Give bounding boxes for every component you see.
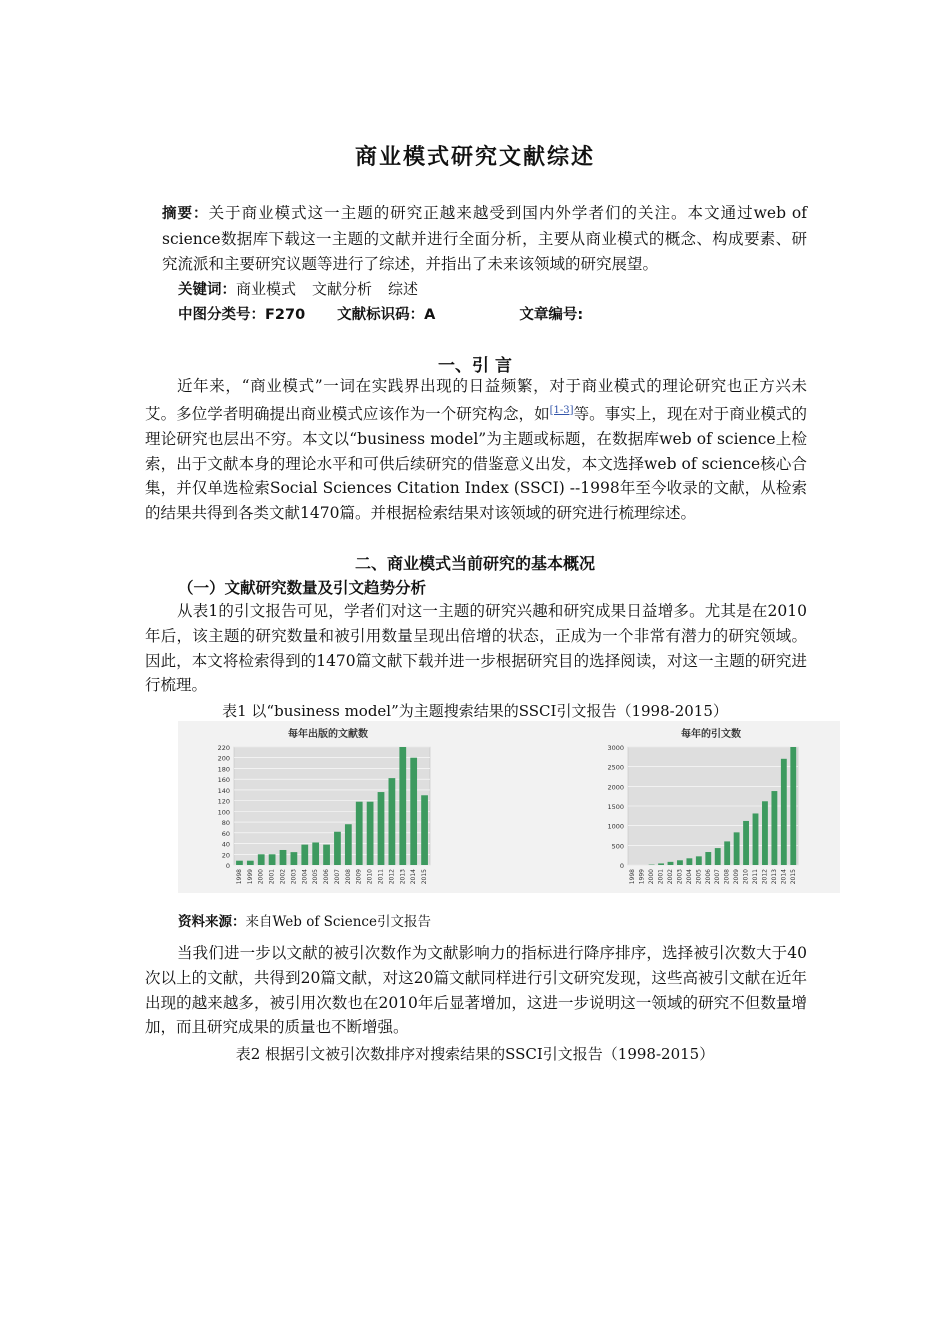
y-tick-label: 60 bbox=[221, 829, 230, 838]
bar-2001 bbox=[269, 854, 276, 865]
classification-line bbox=[178, 303, 599, 324]
x-tick-label: 2004 bbox=[301, 869, 309, 885]
y-tick-label: 1000 bbox=[607, 822, 624, 831]
y-tick-label: 40 bbox=[221, 840, 230, 849]
x-tick-label: 2006 bbox=[323, 869, 331, 885]
x-tick-label: 2014 bbox=[410, 869, 418, 885]
x-tick-label: 2015 bbox=[789, 869, 797, 885]
y-tick-label: 500 bbox=[611, 842, 624, 851]
table1-caption: 表1 以“business model”为主题搜索结果的SSCI引文报告（1998-2015） bbox=[222, 702, 728, 720]
x-tick-label: 2000 bbox=[648, 869, 656, 885]
source-note bbox=[178, 910, 431, 930]
bar-2006 bbox=[323, 845, 330, 865]
chart-title: 每年出版的文献数 bbox=[288, 729, 368, 740]
bar-2004 bbox=[686, 858, 692, 865]
x-tick-label: 2013 bbox=[399, 869, 407, 885]
x-tick-label: 2000 bbox=[257, 869, 265, 885]
y-tick-label: 180 bbox=[217, 765, 230, 774]
x-tick-label: 2002 bbox=[667, 869, 674, 885]
bar-1999 bbox=[247, 861, 254, 865]
x-tick-label: 2015 bbox=[421, 869, 429, 885]
x-tick-label: 2009 bbox=[355, 869, 363, 885]
bar-2011 bbox=[753, 813, 759, 865]
bar-2002 bbox=[280, 850, 287, 865]
bar-2003 bbox=[291, 852, 298, 865]
keyword-3: 综述 bbox=[388, 280, 419, 298]
x-tick-label: 2010 bbox=[366, 869, 374, 885]
bar-2006 bbox=[705, 852, 711, 865]
paper-title: 商业模式研究文献综述 bbox=[354, 145, 595, 170]
bar-2007 bbox=[715, 848, 721, 865]
x-tick-label: 1999 bbox=[246, 869, 254, 885]
section2-paragraph-1: 从表1的引文报告可见，学者们对这一主题的研究兴趣和研究成果日益增多。尤其是在2010年后，该主题的研究数量和被引用数量呈现出倍增的状态，正成为一个非常有潜力的研究领域。因此，本文将检索得到的1470篇文献下载并进一步根据研究目的选择阅读，对这一主题的研究进行梳理。 bbox=[145, 602, 807, 695]
citation-link[interactable]: [1-3] bbox=[549, 404, 574, 416]
y-tick-label: 200 bbox=[217, 754, 230, 763]
bar-2007 bbox=[334, 832, 341, 865]
doc-code-value: A bbox=[424, 307, 436, 323]
section1-text-a: 近年来，“商业模式”一词在实践界出现的日益频繁，对于商业模式的理论研究也正方兴未艾。多位学者明确提出商业模式应该作为一个研究构念，如 bbox=[145, 377, 807, 423]
bar-2002 bbox=[668, 862, 674, 865]
y-tick-label: 100 bbox=[217, 808, 230, 817]
x-tick-label: 2012 bbox=[761, 869, 769, 885]
y-tick-label: 20 bbox=[221, 851, 230, 860]
bar-2012 bbox=[762, 801, 768, 865]
section1-paragraph bbox=[145, 374, 807, 526]
bar-2013 bbox=[399, 747, 406, 865]
citation-report-figure bbox=[178, 721, 840, 893]
bar-2010 bbox=[743, 821, 749, 865]
table2-caption: 表2 根据引文被引次数排序对搜索结果的SSCI引文报告（1998-2015） bbox=[235, 1045, 715, 1063]
bar-2005 bbox=[696, 856, 702, 865]
y-tick-label: 3000 bbox=[607, 744, 624, 752]
x-tick-label: 2011 bbox=[752, 869, 759, 885]
y-tick-label: 2500 bbox=[607, 763, 624, 772]
bar-2003 bbox=[677, 860, 683, 865]
bar-2014 bbox=[410, 758, 417, 865]
x-tick-label: 2005 bbox=[695, 869, 703, 885]
source-text: 来自Web of Science引文报告 bbox=[245, 914, 431, 930]
bar-2013 bbox=[771, 791, 777, 865]
y-tick-label: 160 bbox=[217, 776, 230, 785]
abstract-text: 关于商业模式这一主题的研究正越来越受到国内外学者们的关注。本文通过web of science数据库下载这一主题的文献并进行全面分析，主要从商业模式的概念、构成要素、研究流派和主要研究议题等进行了综述，并指出了未来该领域的研究展望。 bbox=[162, 204, 807, 273]
bar-2005 bbox=[312, 842, 319, 865]
x-tick-label: 2014 bbox=[780, 869, 788, 885]
x-tick-label: 2001 bbox=[657, 869, 665, 885]
y-tick-label: 120 bbox=[217, 797, 230, 806]
x-tick-label: 2005 bbox=[312, 869, 320, 885]
bar-2004 bbox=[301, 845, 308, 865]
source-label: 资料来源： bbox=[178, 914, 246, 930]
bar-2008 bbox=[345, 824, 352, 865]
citations-per-year-chart bbox=[596, 725, 806, 891]
bar-2010 bbox=[367, 802, 374, 865]
x-tick-label: 1998 bbox=[235, 869, 243, 885]
x-tick-label: 1999 bbox=[638, 869, 646, 885]
keyword-1: 商业模式 bbox=[236, 280, 297, 298]
article-no-label: 文章编号: bbox=[519, 307, 584, 323]
bar-2015 bbox=[421, 795, 428, 865]
y-tick-label: 2000 bbox=[607, 783, 624, 792]
subsection-heading: （一）文献研究数量及引文趋势分析 bbox=[178, 579, 427, 597]
publications-per-year-chart bbox=[198, 725, 438, 891]
y-tick-label: 0 bbox=[225, 862, 230, 870]
y-tick-label: 0 bbox=[619, 862, 624, 870]
bar-2012 bbox=[389, 778, 396, 865]
x-tick-label: 2002 bbox=[279, 869, 287, 885]
x-tick-label: 2010 bbox=[742, 869, 750, 885]
section2-heading: 二、商业模式当前研究的基本概况 bbox=[354, 554, 595, 573]
abstract-label: 摘要： bbox=[162, 206, 209, 222]
bar-2009 bbox=[734, 832, 740, 865]
y-tick-label: 80 bbox=[221, 819, 230, 828]
bar-2008 bbox=[724, 841, 730, 865]
bar-1998 bbox=[236, 861, 243, 865]
doc-code-label: 文献标识码： bbox=[337, 307, 425, 323]
section2-paragraph-2: 当我们进一步以文献的被引次数作为文献影响力的指标进行降序排序，选择被引次数大于40次以上的文献，共得到20篇文献，对这20篇文献同样进行引文研究发现，这些高被引文献在近年出现的越来越多，被引用次数也在2010年后显著增加，这进一步说明这一领域的研究不但数量增加，而且研究成果的质量也不断增强。 bbox=[145, 944, 807, 1037]
x-tick-label: 1998 bbox=[629, 869, 637, 885]
bar-2015 bbox=[790, 747, 796, 865]
bar-2014 bbox=[781, 759, 787, 865]
bar-2009 bbox=[356, 802, 363, 865]
clc-label: 中图分类号：F270 bbox=[178, 307, 306, 323]
keywords-line bbox=[178, 278, 434, 299]
x-tick-label: 2012 bbox=[388, 869, 396, 885]
y-tick-label: 1500 bbox=[607, 803, 624, 811]
x-tick-label: 2007 bbox=[333, 869, 341, 885]
x-tick-label: 2001 bbox=[268, 869, 276, 885]
section1-text-b: 等。事实上，现在对于商业模式的理论研究也层出不穷。本文以“business model”为主题或标题，在数据库web of science上检索，出于文献本身的理论水平和可供后续研究的借鉴意义出发，本文选择web of science核心合集，并仅单选检索Social Sciences Citation Index (SSCI) --1998年至今收录的文献，从检索的结果共得到各类文献1470篇。并根据检索结果对该领域的研究进行梳理综述。 bbox=[145, 404, 807, 523]
x-tick-label: 2008 bbox=[723, 869, 731, 885]
x-tick-label: 2003 bbox=[676, 869, 684, 885]
x-tick-label: 2009 bbox=[733, 869, 741, 885]
y-tick-label: 220 bbox=[217, 744, 230, 752]
y-tick-label: 140 bbox=[217, 786, 230, 795]
bar-2000 bbox=[258, 854, 265, 865]
x-tick-label: 2011 bbox=[377, 869, 385, 885]
x-tick-label: 2013 bbox=[770, 869, 778, 885]
section1-heading: 一、引 言 bbox=[438, 356, 512, 376]
abstract bbox=[162, 201, 807, 276]
bar-2001 bbox=[658, 863, 664, 865]
x-tick-label: 2006 bbox=[704, 869, 712, 885]
bar-2011 bbox=[378, 792, 385, 865]
keyword-2: 文献分析 bbox=[312, 280, 373, 298]
x-tick-label: 2004 bbox=[685, 869, 693, 885]
keywords-label: 关键词： bbox=[178, 282, 236, 298]
x-tick-label: 2008 bbox=[344, 869, 352, 885]
chart-title: 每年的引文数 bbox=[681, 729, 741, 740]
x-tick-label: 2003 bbox=[290, 869, 298, 885]
x-tick-label: 2007 bbox=[714, 869, 722, 885]
